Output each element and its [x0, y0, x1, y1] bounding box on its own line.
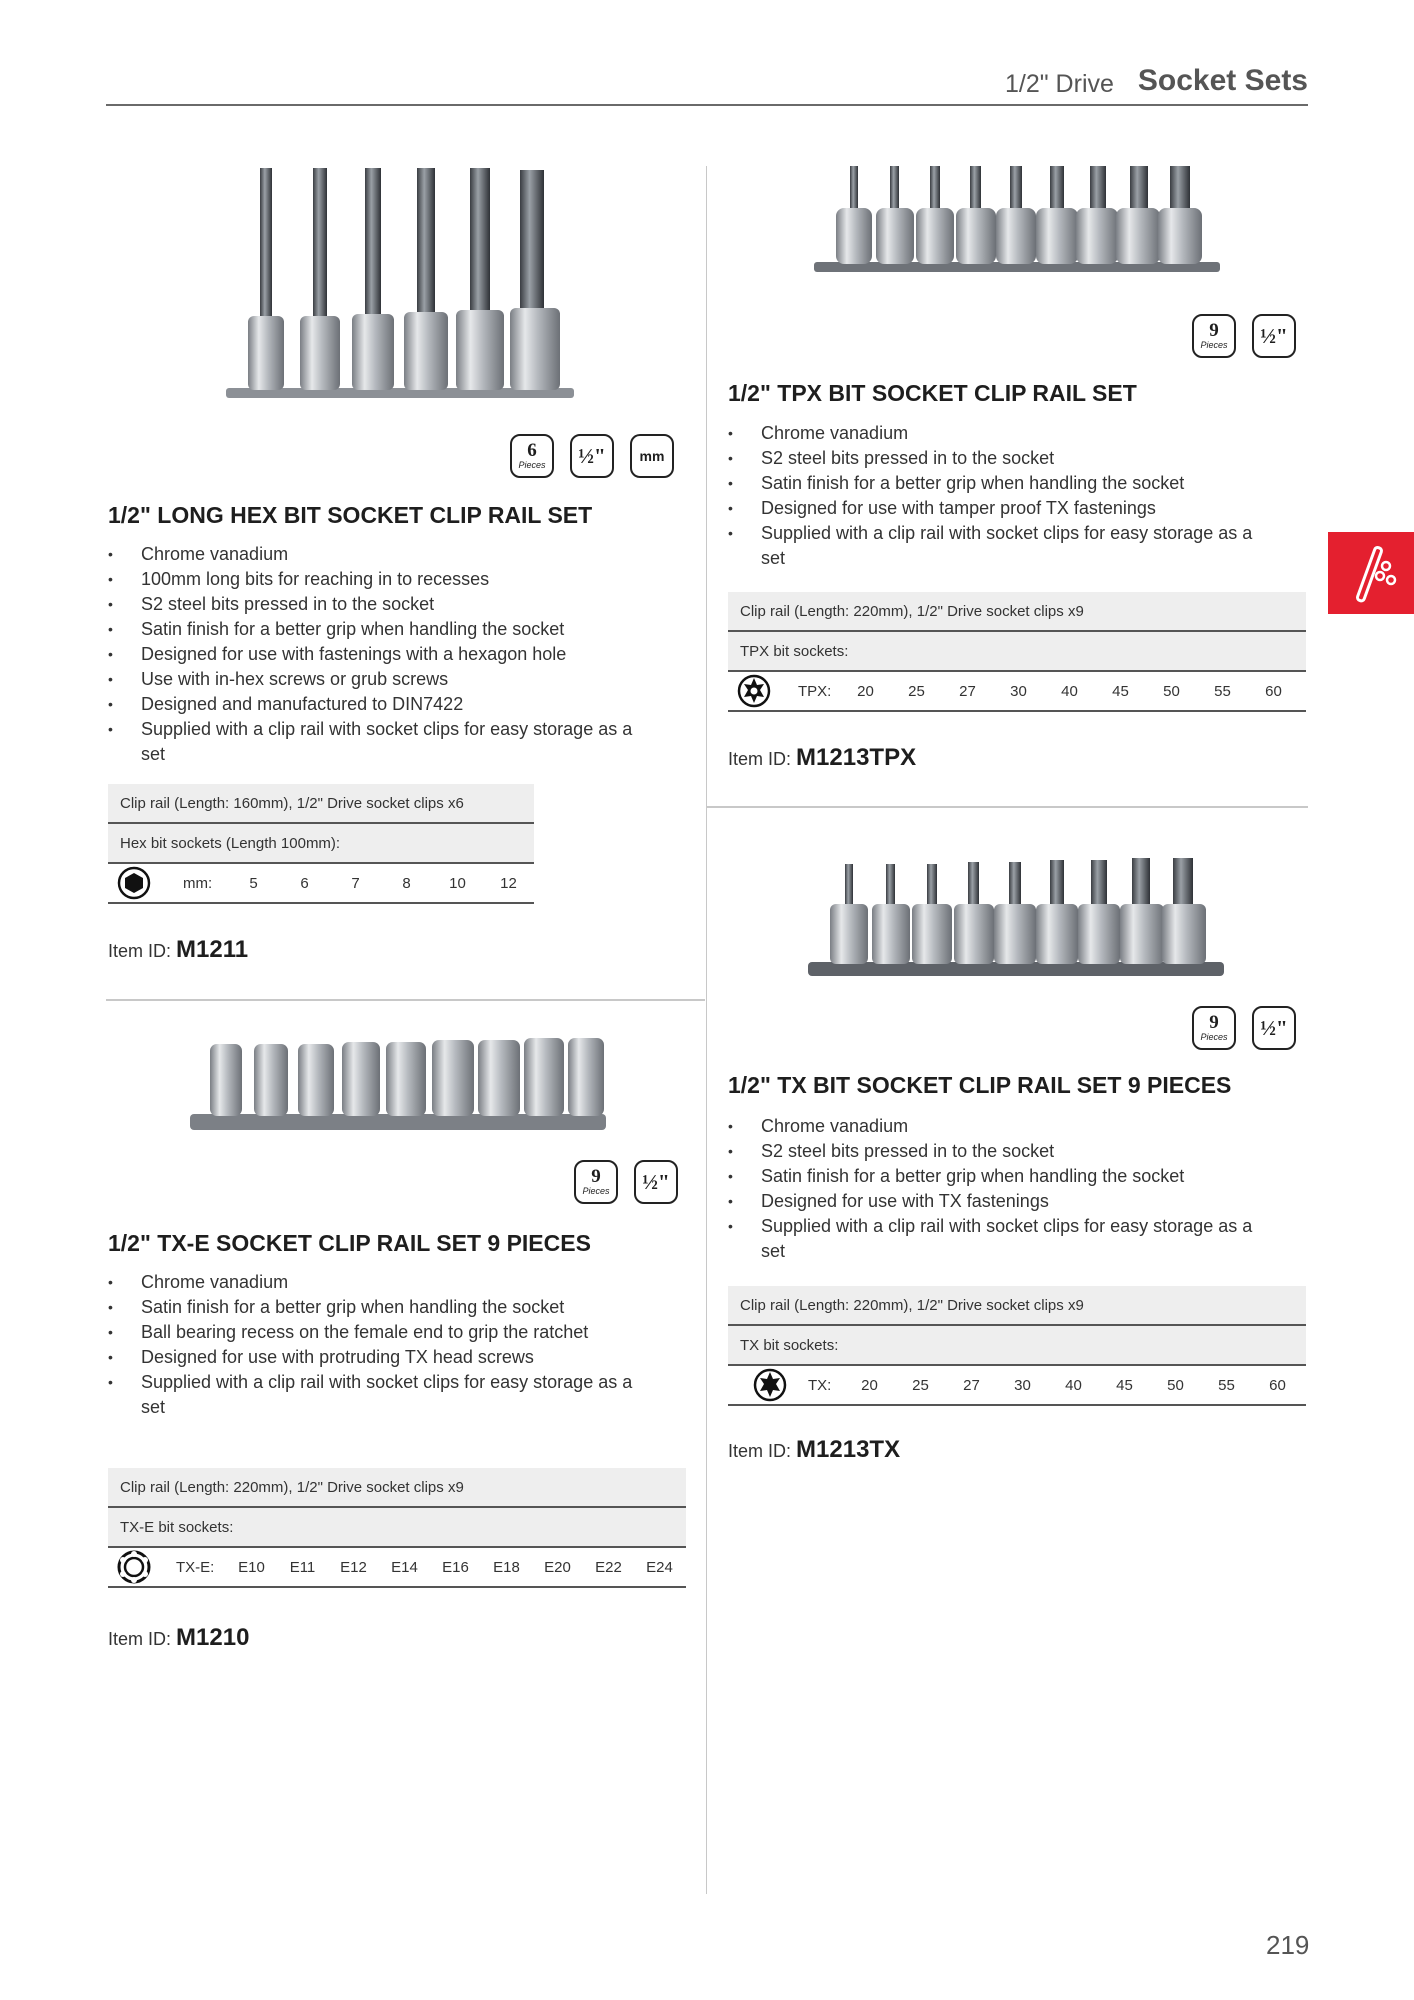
txe-socket	[254, 1044, 288, 1116]
feature-item: • S2 steel bits pressed in to the socket	[108, 592, 648, 617]
feature-list-txe	[108, 1270, 648, 1420]
section-divider-left	[106, 999, 705, 1001]
feature-item: • Supplied with a clip rail with socket clips for easy storage as a set	[108, 1370, 648, 1420]
hex-socket-icon	[114, 866, 153, 900]
hex-bit-socket	[456, 168, 504, 390]
feature-item: • Designed for use with TX fastenings	[728, 1189, 1268, 1214]
size-value: 40	[1065, 1376, 1082, 1394]
hex-bit-socket	[404, 168, 448, 390]
tx-bit-socket	[994, 862, 1036, 964]
size-value: 45	[1112, 682, 1129, 700]
product-image-hex	[220, 166, 580, 411]
size-value: 27	[963, 1376, 980, 1394]
size-value: 30	[1010, 682, 1027, 700]
feature-list-hex	[108, 542, 648, 767]
tpx-bit-socket	[1158, 166, 1202, 264]
product-title-hex: 1/2" LONG HEX BIT SOCKET CLIP RAIL SET	[108, 502, 593, 528]
spec-size-row	[108, 1548, 686, 1588]
feature-item: • Designed for use with protruding TX head screws	[108, 1345, 648, 1370]
pieces-badge: 9 Pieces	[1192, 314, 1236, 358]
spec-size-row	[728, 672, 1306, 712]
size-value: 10	[449, 874, 466, 892]
tpx-bit-socket	[876, 166, 914, 264]
spec-size-values	[226, 1559, 685, 1576]
item-id-value: M1210	[176, 1624, 250, 1651]
feature-item: • Supplied with a clip rail with socket clips for easy storage as a set	[728, 1214, 1268, 1264]
feature-item: • Designed for use with fastenings with a hexagon hole	[108, 642, 648, 667]
header-title: Socket Sets	[1137, 64, 1308, 97]
size-value: 25	[912, 1376, 929, 1394]
spec-size-label: mm:	[183, 874, 213, 892]
page-number: 219	[1266, 1930, 1310, 1960]
txe-socket-rail-illustration	[188, 1036, 608, 1136]
feature-item: • Supplied with a clip rail with socket clips for easy storage as a set	[728, 521, 1268, 571]
feature-list-tpx	[728, 421, 1268, 571]
feature-item: • Satin finish for a better grip when handling the socket	[728, 471, 1268, 496]
item-id-tx: Item ID: M1213TX	[728, 1436, 901, 1463]
header-subtitle: 1/2" Drive	[1004, 70, 1114, 98]
feature-item: • Chrome vanadium	[728, 1114, 1268, 1139]
txe-socket	[478, 1040, 520, 1116]
spec-rail-row: Clip rail (Length: 160mm), 1/2" Drive socket clips x6	[108, 784, 534, 824]
tpx-bit-socket	[1116, 166, 1160, 264]
drive-size-badge: ½"	[1252, 314, 1296, 358]
product-title-txe: 1/2" TX-E SOCKET CLIP RAIL SET 9 PIECES	[108, 1230, 591, 1256]
size-value: 12	[500, 874, 517, 892]
size-value: E10	[238, 1558, 265, 1576]
item-id-value: M1213TX	[796, 1436, 901, 1463]
pieces-badge: 9 Pieces	[1192, 1006, 1236, 1050]
spec-rail-row: Clip rail (Length: 220mm), 1/2" Drive socket clips x9	[108, 1468, 686, 1508]
size-value: E12	[340, 1558, 367, 1576]
spec-rail-row: Clip rail (Length: 220mm), 1/2" Drive socket clips x9	[728, 1286, 1306, 1326]
spec-size-label: TPX:	[798, 682, 832, 700]
product-image-tpx	[812, 166, 1222, 283]
pieces-badge: 6 Pieces	[510, 434, 554, 478]
hex-bit-socket	[300, 168, 340, 390]
tpx-bit-socket	[956, 166, 996, 264]
tpx-bit-socket	[996, 166, 1036, 264]
feature-item: • 100mm long bits for reaching in to recesses	[108, 567, 648, 592]
item-id-hex: Item ID: M1211	[108, 936, 249, 963]
size-value: 25	[908, 682, 925, 700]
tx-bit-socket	[912, 864, 952, 964]
spec-size-label: TX:	[808, 1376, 832, 1394]
tx-bit-socket	[954, 862, 994, 964]
size-value: E18	[493, 1558, 520, 1576]
drive-size-badge: ½"	[1252, 1006, 1296, 1050]
tx-badges	[1192, 1006, 1296, 1050]
page-header	[106, 64, 1308, 106]
drive-size-badge: ½"	[570, 434, 614, 478]
feature-item: • Ball bearing recess on the female end to grip the ratchet	[108, 1320, 648, 1345]
size-value: 55	[1214, 682, 1231, 700]
spec-group-row: Hex bit sockets (Length 100mm):	[108, 824, 534, 864]
feature-list-tx	[728, 1114, 1268, 1264]
feature-item: • Supplied with a clip rail with socket clips for easy storage as a set	[108, 717, 648, 767]
hex-bit-socket	[352, 168, 394, 390]
size-value: 27	[959, 682, 976, 700]
item-id-tpx: Item ID: M1213TPX	[728, 744, 917, 771]
txe-socket	[298, 1044, 334, 1116]
size-value: E11	[289, 1558, 316, 1576]
txe-socket	[386, 1042, 426, 1116]
size-value: 8	[402, 874, 411, 892]
tpx-bit-socket	[1036, 166, 1078, 264]
size-value: 30	[1014, 1376, 1031, 1394]
product-image-txe	[188, 1036, 608, 1141]
size-value: E22	[595, 1558, 622, 1576]
size-value: 55	[1218, 1376, 1235, 1394]
txe-socket	[432, 1040, 474, 1116]
item-id-txe: Item ID: M1210	[108, 1624, 250, 1651]
feature-item: • Use with in-hex screws or grub screws	[108, 667, 648, 692]
size-value: E20	[544, 1558, 571, 1576]
tpx-bit-socket-rail-illustration	[812, 166, 1222, 278]
tx-bit-socket	[830, 864, 868, 964]
hex-badges	[510, 434, 674, 478]
feature-item: • Designed and manufactured to DIN7422	[108, 692, 648, 717]
hex-bit-socket-rail-illustration	[220, 166, 580, 406]
spec-table-txe	[108, 1468, 686, 1588]
spec-group-row: TPX bit sockets:	[728, 632, 1306, 672]
spec-size-values	[228, 875, 534, 892]
size-value: 50	[1163, 682, 1180, 700]
spec-table-hex	[108, 784, 534, 904]
spec-size-label: TX-E:	[176, 1558, 215, 1576]
tx-bit-socket	[1162, 858, 1206, 964]
tx-bit-socket	[1078, 860, 1120, 964]
metric-badge: mm	[630, 434, 674, 478]
section-tab[interactable]	[1328, 532, 1414, 614]
tpx-badges	[1192, 314, 1296, 358]
product-title-tpx: 1/2" TPX BIT SOCKET CLIP RAIL SET	[728, 380, 1137, 406]
feature-item: • Designed for use with tamper proof TX fastenings	[728, 496, 1268, 521]
spec-size-row	[728, 1366, 1306, 1406]
hex-bit-socket	[510, 170, 560, 390]
item-id-value: M1213TPX	[796, 744, 917, 771]
drive-size-badge: ½"	[634, 1160, 678, 1204]
size-value: 7	[351, 874, 360, 892]
tx-bit-socket	[1120, 858, 1164, 964]
feature-item: • Chrome vanadium	[728, 421, 1268, 446]
txe-badges	[574, 1160, 678, 1204]
feature-item: • Chrome vanadium	[108, 1270, 648, 1295]
feature-item: • Satin finish for a better grip when handling the socket	[108, 1295, 648, 1320]
size-value: E24	[646, 1558, 673, 1576]
spec-size-row	[108, 864, 534, 904]
column-divider	[706, 166, 707, 1894]
size-value: E14	[391, 1558, 418, 1576]
spec-group-row: TX bit sockets:	[728, 1326, 1306, 1366]
txe-socket	[568, 1038, 604, 1116]
tx-bit-socket	[872, 864, 910, 964]
size-value: 60	[1265, 682, 1282, 700]
size-value: 50	[1167, 1376, 1184, 1394]
feature-item: • S2 steel bits pressed in to the socket	[728, 446, 1268, 471]
size-value: E16	[442, 1558, 469, 1576]
size-value: 45	[1116, 1376, 1133, 1394]
spec-rail-row: Clip rail (Length: 220mm), 1/2" Drive socket clips x9	[728, 592, 1306, 632]
section-divider-right	[707, 806, 1308, 808]
txe-socket	[210, 1044, 242, 1116]
size-value: 40	[1061, 682, 1078, 700]
size-value: 60	[1269, 1376, 1286, 1394]
spec-size-values	[844, 1377, 1303, 1394]
feature-item: • S2 steel bits pressed in to the socket	[728, 1139, 1268, 1164]
pieces-badge: 9 Pieces	[574, 1160, 618, 1204]
spec-size-values	[840, 683, 1299, 700]
feature-item: • Satin finish for a better grip when handling the socket	[728, 1164, 1268, 1189]
tx-socket-icon	[750, 1368, 790, 1402]
feature-item: • Satin finish for a better grip when handling the socket	[108, 617, 648, 642]
txe-socket	[524, 1038, 564, 1116]
tx-bit-socket-rail-illustration	[806, 858, 1226, 980]
spec-group-row: TX-E bit sockets:	[108, 1508, 686, 1548]
tx-bit-socket	[1036, 860, 1078, 964]
txe-socket-icon	[114, 1550, 154, 1584]
size-value: 5	[249, 874, 258, 892]
txe-socket	[342, 1042, 380, 1116]
tpx-bit-socket	[1076, 166, 1118, 264]
item-id-value: M1211	[176, 936, 249, 963]
hex-bit-socket	[248, 168, 284, 390]
tpx-bit-socket	[916, 166, 954, 264]
ratchet-wrench-icon	[1328, 532, 1414, 614]
size-value: 20	[857, 682, 874, 700]
spec-table-tx	[728, 1286, 1306, 1406]
feature-item: • Chrome vanadium	[108, 542, 648, 567]
spec-table-tpx	[728, 592, 1306, 712]
product-title-tx: 1/2" TX BIT SOCKET CLIP RAIL SET 9 PIECES	[728, 1072, 1232, 1098]
tpx-socket-icon	[734, 674, 774, 708]
size-value: 6	[300, 874, 309, 892]
product-image-tx	[806, 858, 1226, 985]
tpx-bit-socket	[836, 166, 872, 264]
size-value: 20	[861, 1376, 878, 1394]
